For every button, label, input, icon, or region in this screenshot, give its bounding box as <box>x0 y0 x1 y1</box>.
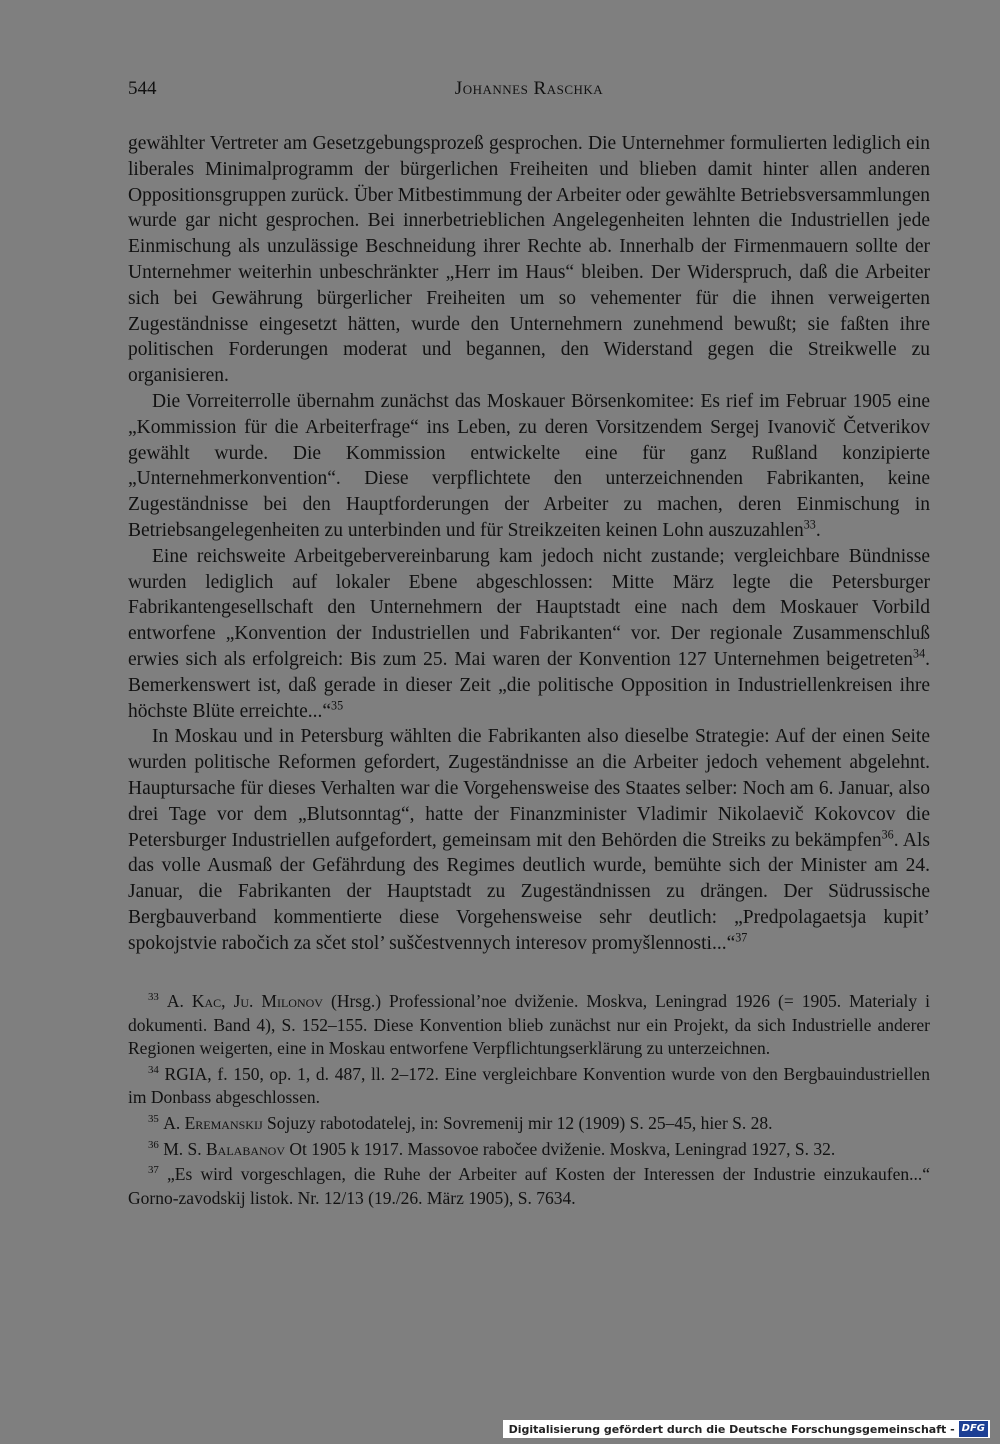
main-text <box>128 131 930 957</box>
paragraph-2 <box>128 389 930 544</box>
funding-text: Digitalisierung gefördert durch die Deutsche Forschungsgemeinschaft - <box>508 1422 955 1436</box>
footnote-number: 34 <box>148 1063 159 1076</box>
paragraph-2-text: Die Vorreiterrolle übernahm zunächst das Moskauer Börsenkomitee: Es rief im Februar 1905 eine „Kommission für die Arbeiterfrage“ ins Leben, zu deren Vorsitzendem Sergej Ivanovič Četverikov gewählt wurde. Die Kommission entwickelte eine für ganz Rußland konzipierte „Unternehmerkonvention“. Diese verpflichtete den unterzeichnenden Fabrikanten, keine Zugeständnisse bei den Hauptforderungen der Arbeiter zu machen, deren Einmischung in Betriebsangelegenheiten zu unterbinden und für Streikzeiten keinen Lohn auszuzahlen <box>128 390 930 541</box>
footnote-author: A. Eremanskij <box>163 1112 263 1133</box>
paragraph-4-text-a: In Moskau und in Petersburg wählten die Fabrikanten also dieselbe Strategie: Auf der einen Seite wurden politische Reformen gefordert, Zugeständnisse an die Arbeiter jedoch vehement abgelehnt. Hauptursache für dieses Verhalten war die Vorgehensweise des Staates selber: Noch am 6. Januar, also drei Tage vor dem „Blutsonntag“, hatte der Finanzminister Vladimir Nikolaevič Kokovcov die Petersburger Industriellen aufgefordert, gemeinsam mit den Behörden die Streiks zu bekämpfen <box>128 726 930 851</box>
footnote-34 <box>128 1063 930 1110</box>
footnote-ref-36: 36 <box>881 827 894 842</box>
footnote-number: 36 <box>148 1138 159 1151</box>
footnote-37 <box>128 1163 930 1210</box>
footnote-text: RGIA, f. 150, op. 1, d. 487, ll. 2–172. Eine vergleichbare Konvention wurde von den Bergbauindustriellen im Donbass abgeschlossen. <box>128 1063 930 1108</box>
footnote-36 <box>128 1138 930 1162</box>
footnote-text: Sojuzy rabotodatelej, in: Sovremenij mir 12 (1909) S. 25–45, hier S. 28. <box>262 1112 773 1133</box>
footnote-number: 33 <box>148 991 159 1004</box>
paragraph-1: gewählter Vertreter am Gesetzgebungsprozeß gesprochen. Die Unternehmer formulierten lediglich ein liberales Minimalprogramm der bürgerlichen Freiheiten und blieben damit hinter allen anderen Oppositionsgruppen zurück. Über Mitbestimmung der Arbeiter oder gewählte Betriebsversammlungen wurde gar nicht gesprochen. Bei innerbetrieblichen Angelegenheiten lehnten die Industriellen jede Einmischung als unzulässige Beschneidung ihrer Rechte ab. Innerhalb der Firmenmauern sollte der Unternehmer weiterhin unbeschränkter „Herr im Haus“ bleiben. Der Widerspruch, daß die Arbeiter sich bei Gewährung bürgerlicher Freiheiten um so vehementer für die ihnen verweigerten Zugeständnisse eingesetzt hätten, wurde den Unternehmern zunehmend bewußt; sie faßten ihre politischen Forderungen moderat und begannen, den Widerstand gegen die Streikwelle zu organisieren. <box>128 133 931 387</box>
paragraph-3 <box>128 544 930 725</box>
footnote-number: 37 <box>148 1164 159 1177</box>
paragraph-4 <box>128 724 930 956</box>
footnote-35 <box>128 1112 930 1136</box>
footnote-author: A. Kac, Ju. Milonov <box>166 991 323 1011</box>
paragraph-3-text-a: Eine reichsweite Arbeitgebervereinbarung kam jedoch nicht zustande; vergleichbare Bündnisse wurden lediglich auf lokaler Ebene abgeschlossen: Mitte März legte die Petersburger Fabrikantengesellschaft den Unternehmern der Hauptstadt eine nach dem Moskauer Vorbild entworfene „Konvention der Industriellen und Fabrikanten“ vor. Der regionale Zusammenschluß erwies sich als erfolgreich: Bis zum 25. Mai waren der Konvention 127 Unternehmen beigetreten <box>128 545 930 670</box>
footnote-text: Ot 1905 k 1917. Massovoe rabočee dviženie. Moskva, Leningrad 1927, S. 32. <box>285 1138 836 1159</box>
footnote-text: „Es wird vorgeschlagen, die Ruhe der Arbeiter auf Kosten der Interessen der Industrie einzukaufen...“ Gorno-zavodskij listok. Nr. 12/13 (19./26. März 1905), S. 7634. <box>128 1164 931 1208</box>
footnote-number: 35 <box>148 1113 159 1126</box>
funding-notice <box>503 1420 990 1438</box>
footnote-ref-34: 34 <box>913 646 926 661</box>
footnote-ref-33: 33 <box>803 517 816 532</box>
paragraph-2-end: . <box>815 519 821 541</box>
footnotes <box>128 990 930 1212</box>
page-header <box>128 78 930 106</box>
footnote-text: (Hrsg.) Professional’noe dviženie. Moskva, Leningrad 1926 (= 1905. Materialy i dokumenti. Band 4), S. 152–155. Diese Konvention blieb zunächst nur ein Projekt, da sich Industrielle anderer Regionen weigerten, eine in Moskau entworfene Verpflichtungserklärung zu unterzeichnen. <box>128 991 930 1059</box>
paragraph-4-text-b: . Als das volle Ausmaß der Gefährdung des Regimes deutlich wurde, bemühte sich der Minister am 24. Januar, die Fabrikanten der Hauptstadt zu Zugeständnissen zu drängen. Der Südrussische Bergbauverband kommentierte diese Vorgehensweise sehr deutlich: „Predpolagaetsja kupit’ spokojstvie rabočich za sčet stol’ suščestvennych interesov promyšlennosti...“ <box>128 829 930 954</box>
footnote-ref-35: 35 <box>331 698 344 713</box>
running-head: Johannes Raschka <box>454 78 604 99</box>
dfg-logo: DFG <box>959 1421 988 1437</box>
page-number: 544 <box>128 78 157 99</box>
footnote-ref-37: 37 <box>735 930 748 945</box>
footnote-33 <box>128 990 930 1061</box>
footnote-author: M. S. Balabanov <box>163 1138 286 1159</box>
paragraph-3-text-b: . Bemerkenswert ist, daß gerade in dieser Zeit „die politische Opposition in Industriellenkreisen ihre höchste Blüte erreichte...“ <box>128 648 930 722</box>
